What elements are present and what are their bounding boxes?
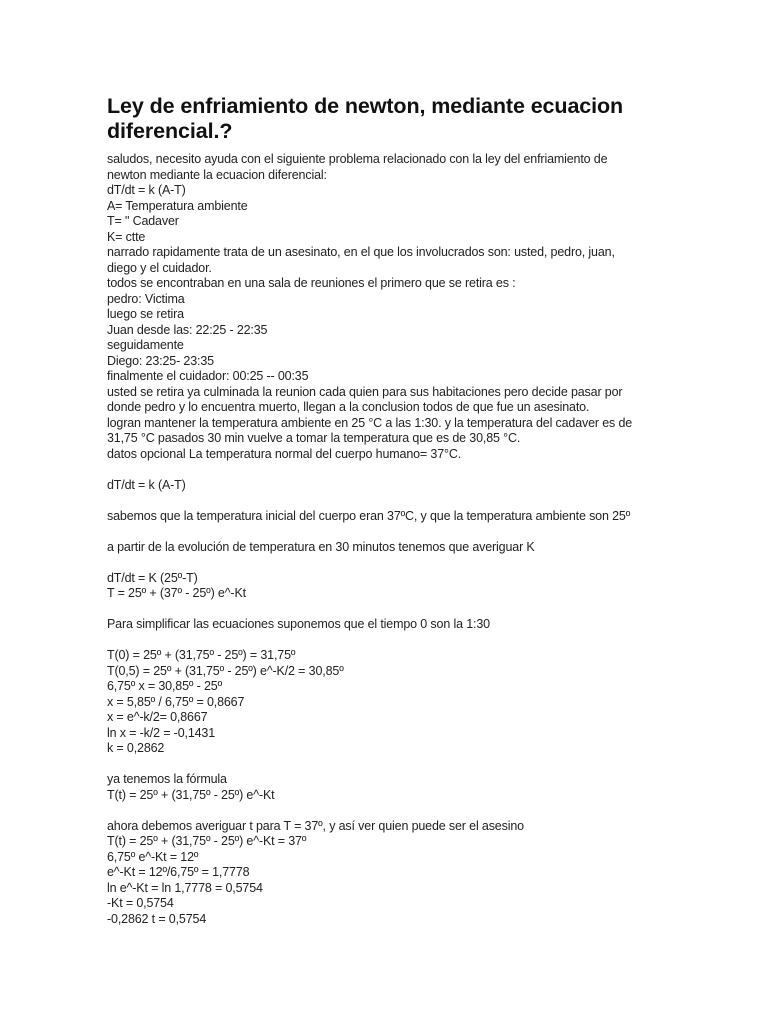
text-line: logran mantener la temperatura ambiente en 25 °C a las 1:30. y la temperatura del cadaver es de xyxy=(107,415,633,430)
text-line: Diego: 23:25- 23:35 xyxy=(107,353,214,368)
text-line: diego y el cuidador. xyxy=(107,260,212,275)
text-line: saludos, necesito ayuda con el siguiente problema relacionado con la ley del enfriamiento de xyxy=(107,152,608,166)
document-page xyxy=(107,94,667,927)
text-line: -Kt = 0,5754 xyxy=(107,896,174,910)
text-line: A= Temperatura ambiente xyxy=(107,198,248,213)
text-line: 6,75º e^-Kt = 12º xyxy=(107,849,199,864)
text-line: seguidamente xyxy=(107,338,184,352)
text-line: -0,2862 t = 0,5754 xyxy=(107,911,207,926)
text-line: k = 0,2862 xyxy=(107,741,165,755)
text-line: todos se encontraban en una sala de reuniones el primero que se retira es : xyxy=(107,276,516,290)
text-line: Juan desde las: 22:25 - 22:35 xyxy=(107,322,268,337)
text-line: 6,75º x = 30,85º - 25º xyxy=(107,679,222,693)
text-line: newton mediante la ecuacion diferencial: xyxy=(107,167,327,182)
text-line: narrado rapidamente trata de un asesinato, en el que los involucrados son: usted, pedro, juan, xyxy=(107,245,615,259)
text-line: T= " Cadaver xyxy=(107,214,179,228)
text-line: T(t) = 25º + (31,75º - 25º) e^-Kt = 37º xyxy=(107,834,307,848)
text-line: finalmente el cuidador: 00:25 -- 00:35 xyxy=(107,369,309,383)
text-line: usted se retira ya culminada la reunion cada quien para sus habitaciones pero decide pasar por xyxy=(107,384,623,399)
text-line: datos opcional La temperatura normal del cuerpo humano= 37°C. xyxy=(107,446,462,461)
text-line: T(0) = 25º + (31,75º - 25º) = 31,75º xyxy=(107,648,296,662)
text-line: K= ctte xyxy=(107,229,146,244)
text-line: luego se retira xyxy=(107,307,184,321)
text-line: sabemos que la temperatura inicial del cuerpo eran 37ºC, y que la temperatura ambiente son 25º xyxy=(107,508,631,523)
blank-line xyxy=(107,633,667,649)
text-line: x = e^-k/2= 0,8667 xyxy=(107,710,208,724)
blank-line xyxy=(107,493,667,509)
text-line: T(t) = 25º + (31,75º - 25º) e^-Kt xyxy=(107,787,275,802)
document-title: Ley de enfriamiento de newton, mediante ecuacion diferencial.? xyxy=(107,94,624,143)
blank-line xyxy=(107,602,667,618)
text-line: a partir de la evolución de temperatura en 30 minutos tenemos que averiguar K xyxy=(107,539,535,554)
text-line: ahora debemos averiguar t para T = 37º, y así ver quien puede ser el asesino xyxy=(107,818,524,833)
text-line: dT/dt = k (A-T) xyxy=(107,183,186,197)
text-line: ln x = -k/2 = -0,1431 xyxy=(107,725,216,740)
text-line: donde pedro y lo encuentra muerto, llegan a la conclusion todos de que fue un asesinato. xyxy=(107,400,590,414)
text-line: ya tenemos la fórmula xyxy=(107,772,227,786)
text-line: T = 25º + (37º - 25º) e^-Kt xyxy=(107,586,246,600)
document-body xyxy=(107,152,667,927)
text-line: Para simplificar las ecuaciones suponemos que el tiempo 0 son la 1:30 xyxy=(107,617,490,631)
blank-line xyxy=(107,462,667,478)
text-line: 31,75 °C pasados 30 min vuelve a tomar la temperatura que es de 30,85 °C. xyxy=(107,431,521,445)
blank-line xyxy=(107,555,667,571)
blank-line xyxy=(107,803,667,819)
text-line: dT/dt = k (A-T) xyxy=(107,477,186,492)
blank-line xyxy=(107,524,667,540)
text-line: dT/dt = K (25º-T) xyxy=(107,570,198,585)
text-line: ln e^-Kt = ln 1,7778 = 0,5754 xyxy=(107,880,263,895)
text-line: e^-Kt = 12º/6,75º = 1,7778 xyxy=(107,865,250,879)
text-line: T(0,5) = 25º + (31,75º - 25º) e^-K/2 = 30,85º xyxy=(107,663,344,678)
blank-line xyxy=(107,757,667,773)
text-line: x = 5,85º / 6,75º = 0,8667 xyxy=(107,694,245,709)
text-line: pedro: Victima xyxy=(107,291,185,306)
